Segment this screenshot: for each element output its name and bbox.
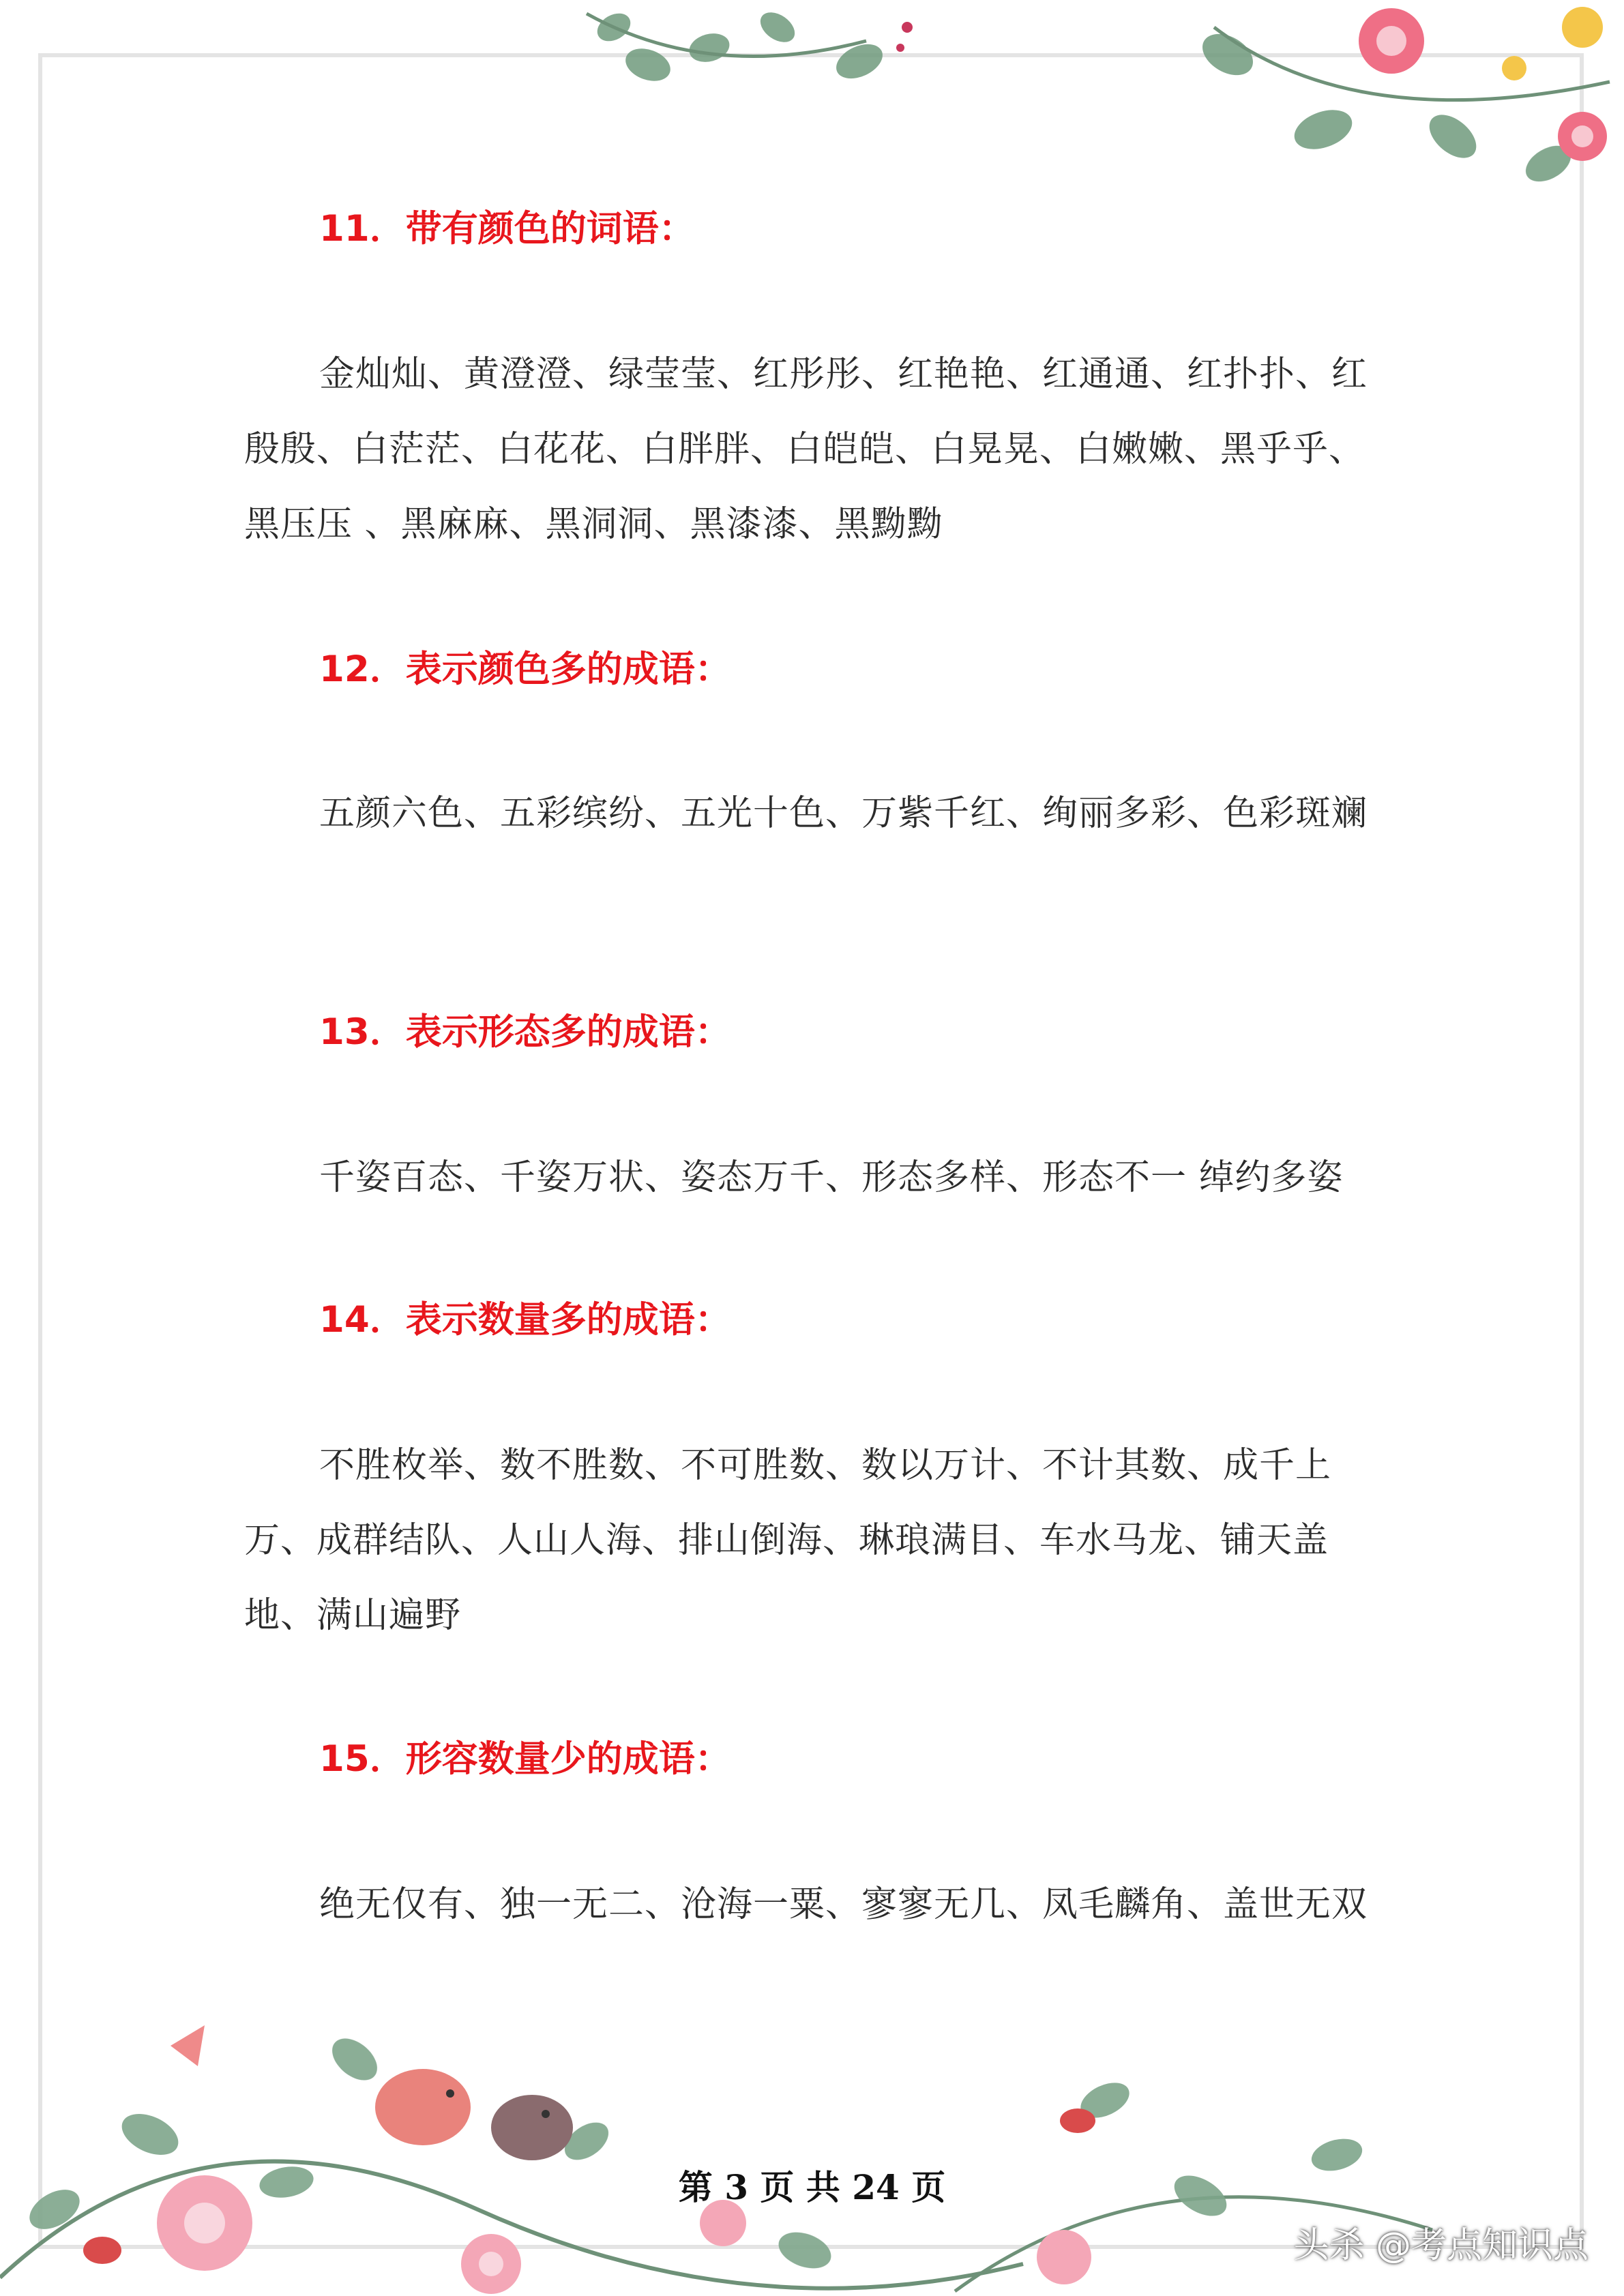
section-body: 不胜枚举、数不胜数、不可胜数、数以万计、不计其数、成千上万、成群结队、人山人海、排山倒海、琳琅满目、车水马龙、铺天盖地、满山遍野 bbox=[244, 1445, 1332, 1636]
section-body: 五颜六色、五彩缤纷、五光十色、万紫千红、绚丽多彩、色彩斑斓 bbox=[319, 793, 1368, 834]
section-body: 金灿灿、黄澄澄、绿莹莹、红彤彤、红艳艳、红通通、红扑扑、红殷殷、白茫茫、白花花、白胖胖、白皑皑、白晃晃、白嫩嫩、黑乎乎、黑压压 、黑麻麻、黑洞洞、黑漆漆、黑黝黝 bbox=[244, 354, 1368, 545]
floral-decoration-top bbox=[573, 0, 1624, 218]
section-heading: 15．形容数量少的成语： bbox=[319, 1738, 731, 1780]
page-number: 第 3 页 共 24 页 bbox=[678, 2167, 946, 2207]
watermark: 头杀 @考点知识点 bbox=[1293, 2225, 1589, 2266]
section-heading: 13．表示形态多的成语： bbox=[319, 1011, 731, 1053]
section-heading: 14．表示数量多的成语： bbox=[319, 1299, 731, 1341]
section-heading: 11．带有颜色的词语： bbox=[319, 208, 695, 250]
section-body: 绝无仅有、独一无二、沧海一粟、寥寥无几、凤毛麟角、盖世无双 bbox=[319, 1884, 1368, 1925]
section-heading: 12．表示颜色多的成语： bbox=[319, 648, 731, 690]
section-body: 千姿百态、千姿万状、姿态万千、形态多样、形态不一 绰约多姿 bbox=[319, 1157, 1344, 1198]
